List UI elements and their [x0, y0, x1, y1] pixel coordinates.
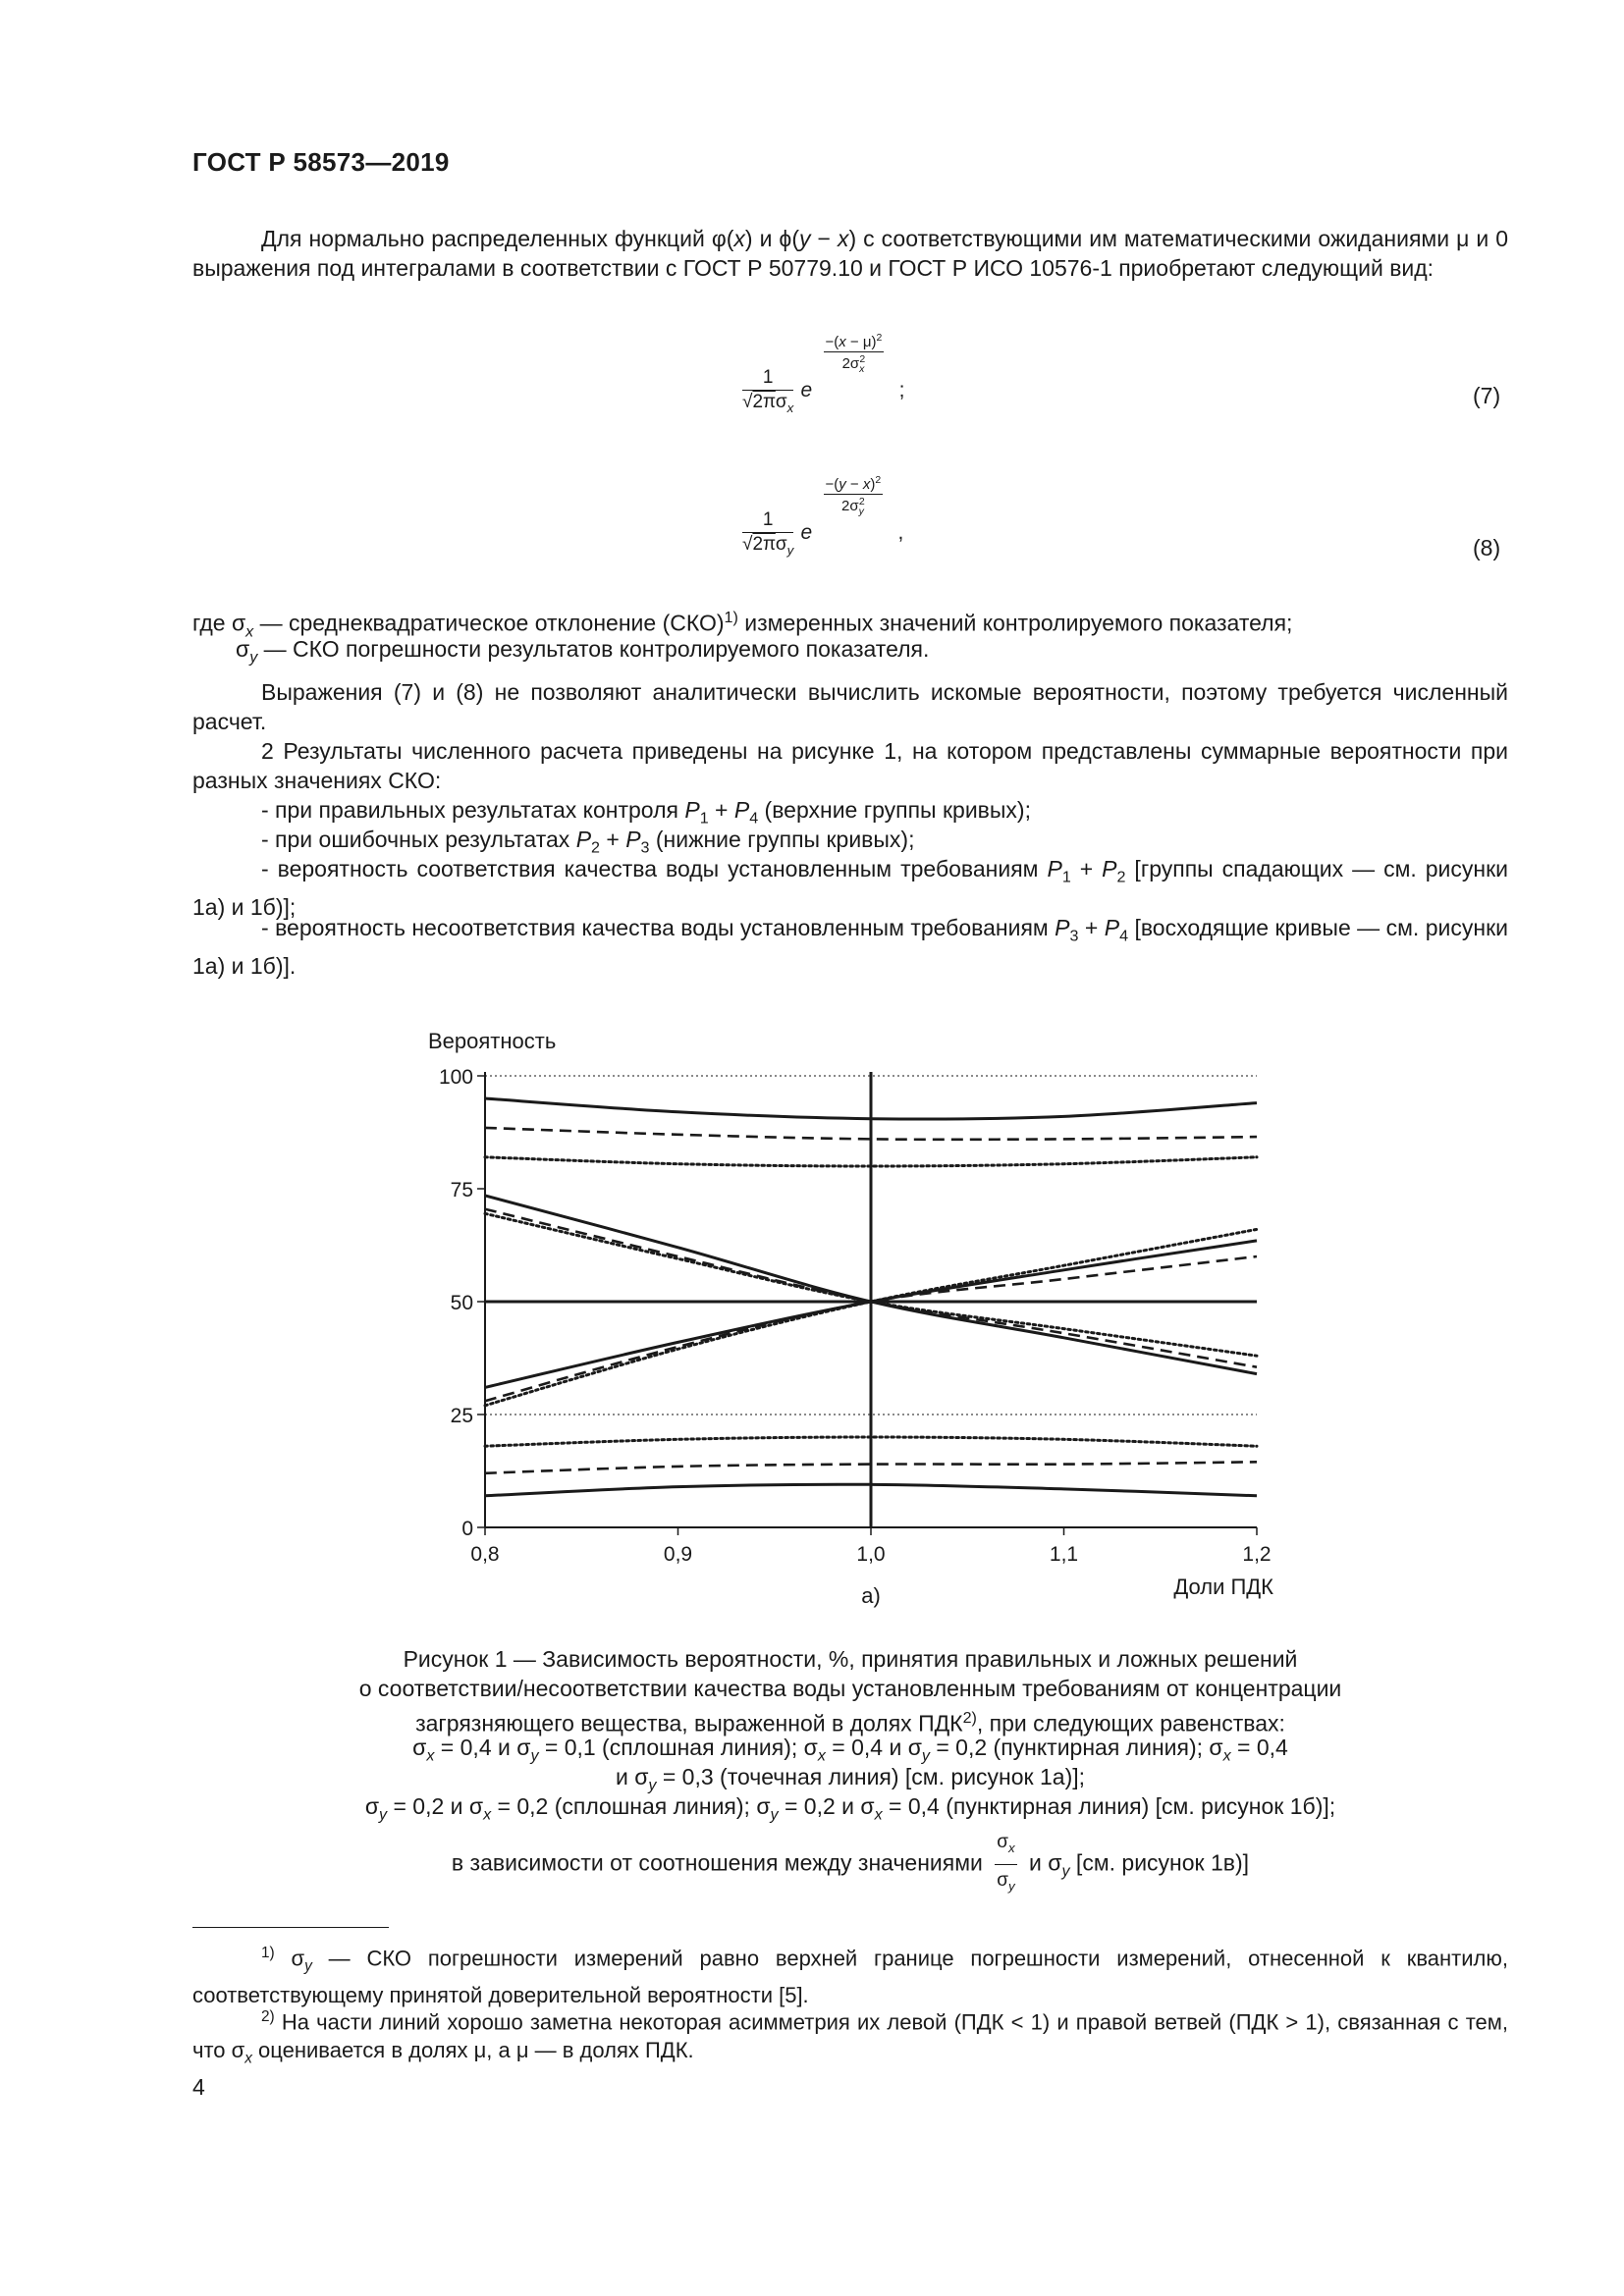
x-tick-label-2: 1,0	[856, 1543, 886, 1566]
bullet-3: - вероятность соответствия качества воды установленным требованиям $P_1 + P_2$ [группы спадающих — см. рисунки 1а) и 1б)];	[192, 856, 1509, 920]
equation-number-8: (8)	[1473, 535, 1501, 561]
figure-caption-line-6: $\sigma_y = 0,2$ и $\sigma_x = 0,2$ (сплошная линия); $\sigma_y = 0,2$ и $\sigma_x = 0,4$ (пунктирная линия) [см. рисунок 1б)];	[364, 1793, 1336, 1824]
y-tick-label-50: 50	[450, 1292, 473, 1314]
page-number: 4	[192, 2074, 205, 2100]
formula-7-denominator: $√2\pi\sigma_x$	[742, 391, 794, 415]
where-line-2: $\sigma_y$ — СКО погрешности результатов контролируемого показателя.	[236, 636, 930, 667]
bullet-4: - вероятность несоответствия качества воды установленным требованиям $P_3 + P_4$ [восходящие кривые — см. рисунки 1а) и 1б)].	[192, 915, 1508, 979]
figure-caption-line-5: и $\sigma_y = 0,3$ (точечная линия) [см. рисунок 1а)];	[615, 1764, 1086, 1794]
y-tick-label-100: 100	[438, 1066, 473, 1089]
bullet-2: - при ошибочных результатах $P_2 + P_3$ (нижние группы кривых);	[261, 827, 915, 857]
y-tick-label-25: 25	[450, 1405, 473, 1427]
footnote-2: $^{2)}$ На части линий хорошо заметна некоторая асимметрия их левой (ПДК < 1) и правой ветвей (ПДК > 1), связанная с тем, что $\sigma_x$ оценивается в долях μ, а μ — в долях ПДК.	[192, 2008, 1508, 2067]
footnote-1: $^{1)}$ $\sigma_y$ — СКО погрешности измерений равно верхней границе погрешности измерений, отнесенной к квантилю, соответствующему принятой доверительной вероятности [5].	[192, 1945, 1508, 2007]
subplot-label: а)	[861, 1583, 881, 1608]
x-tick-label-4: 1,2	[1242, 1543, 1272, 1566]
equation-number-7: (7)	[1473, 383, 1501, 408]
figure-caption-line-1: Рисунок 1 — Зависимость вероятности, %, принятия правильных и ложных решений	[403, 1646, 1298, 1672]
x-axis-title: Доли ПДК	[1173, 1575, 1273, 1599]
paragraph-results: 2 Результаты численного расчета приведены на рисунке 1, на котором представлены суммарные вероятности при разных значениях СКО:	[192, 738, 1508, 793]
formula-8-numerator: 1	[742, 509, 793, 533]
formula-7-punct: ;	[898, 378, 905, 401]
formula-8-base: e	[800, 520, 813, 544]
where-line-1: где $\sigma_x$ — среднеквадратическое отклонение (СКО)$^{1)}$ измеренных значений контролируемого показателя;	[192, 609, 1293, 641]
footnote-separator	[192, 1927, 389, 1928]
bullet-1: - при правильных результатах контроля $P_1 + P_4$ (верхние группы кривых);	[261, 797, 1031, 828]
formula-8-denominator: $√2\pi\sigma_y$	[742, 533, 794, 558]
formula-8-exp-denominator: $2\sigma_y^2$	[841, 496, 865, 517]
figure-caption-line-3: загрязняющего вещества, выраженной в долях ПДК$^{2)}$, при следующих равенствах:	[415, 1709, 1285, 1736]
formula-8-exp-numerator: $-(y - x)^2$	[825, 474, 882, 493]
document-header: ГОСТ Р 58573—2019	[192, 147, 450, 177]
figure-caption-line-4: $\sigma_x = 0,4$ и $\sigma_y = 0,1$ (сплошная линия); $\sigma_x = 0,4$ и $\sigma_y = 0,2$ (пунктирная линия); $\sigma_x = 0,4$	[412, 1735, 1288, 1765]
paragraph-numeric: Выражения (7) и (8) не позволяют аналитически вычислить искомые вероятности, поэтому требуется численный расчет.	[192, 679, 1508, 734]
figure-caption-line-7: в зависимости от соотношения между значениями $\frac{\sigma_x}{\sigma_y}$ и $\sigma_y$ [см. рисунок 1в)]	[192, 1828, 1508, 1901]
formula-7-numerator: 1	[742, 367, 793, 391]
x-tick-label-1: 0,9	[663, 1543, 693, 1566]
figure-caption-line-2: о соответствии/несоответствии качества воды установленным требованиям от концентрации	[358, 1676, 1342, 1701]
formula-7-exp-denominator: $2\sigma_x^2$	[841, 353, 866, 375]
y-tick-label-75: 75	[450, 1179, 473, 1201]
y-axis-title: Вероятность	[428, 1029, 557, 1053]
intro-paragraph: Для нормально распределенных функций φ(x) и ϕ(y − x) с соответствующими им математическими ожиданиями μ и 0 выражения под интегралами в соответствии с ГОСТ Р 50779.10 и ГОСТ Р ИСО 10576-1 приобретают следующий вид:	[192, 226, 1508, 281]
formula-7-base: e	[800, 378, 813, 401]
formula-8-punct: ,	[897, 520, 904, 544]
formula-7-exp-numerator: $-(x - \mu)^2$	[825, 332, 883, 350]
x-tick-label-0: 0,8	[470, 1543, 500, 1566]
y-tick-label-0: 0	[461, 1518, 473, 1540]
x-tick-label-3: 1,1	[1049, 1543, 1079, 1566]
